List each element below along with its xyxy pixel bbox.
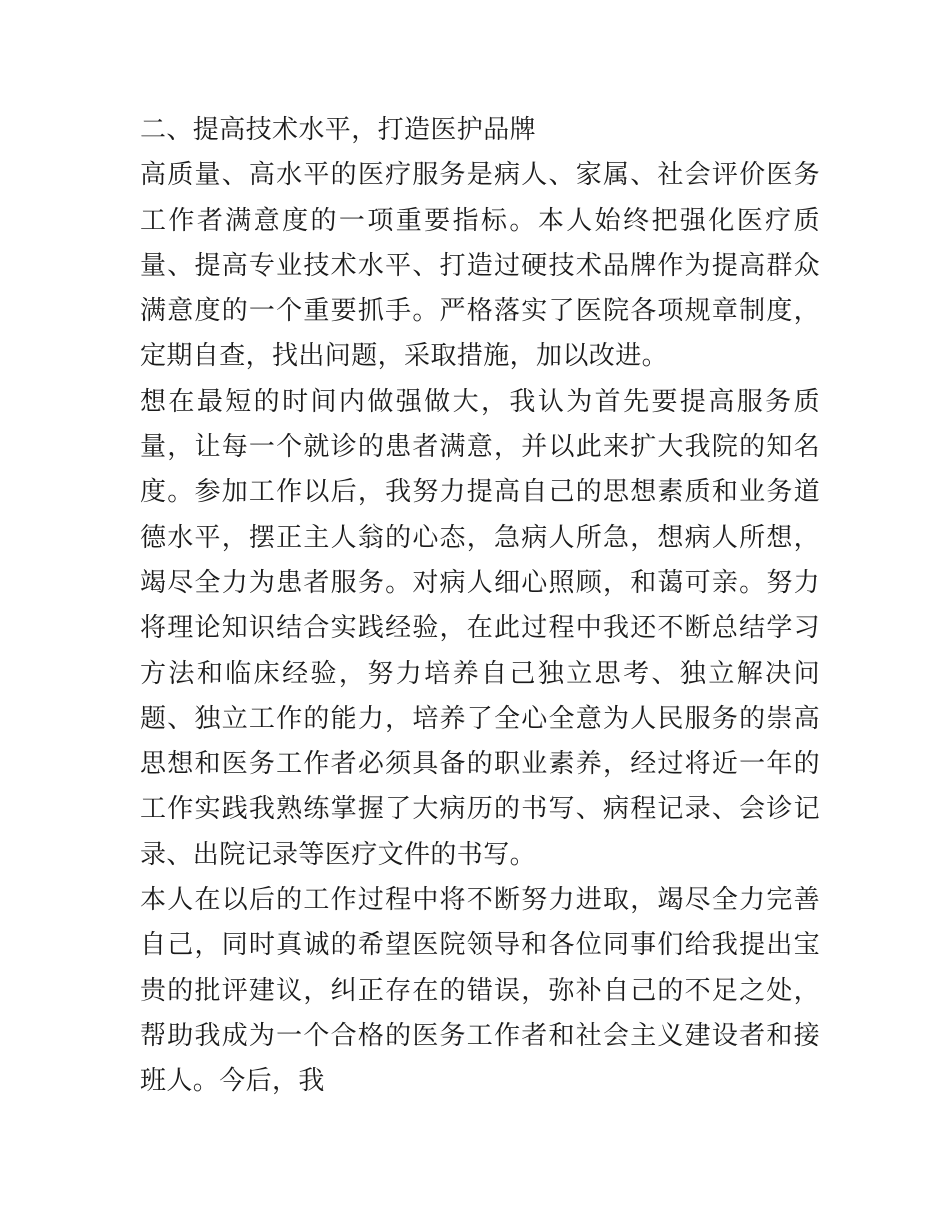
paragraph-service: 想在最短的时间内做强做大，我认为首先要提高服务质量，让每一个就诊的患者满意，并以此来扩大我院的知名度。参加工作以后，我努力提高自己的思想素质和业务道德水平，摆正主人翁的心态，急病人所急，想病人所想，竭尽全力为患者服务。对病人细心照顾，和蔼可亲。努力将理论知识结合实践经验，在此过程中我还不断总结学习方法和临床经验，努力培养自己独立思考、独立解决问题、独立工作的能力，培养了全心全意为人民服务的崇高思想和医务工作者必须具备的职业素养，经过将近一年的工作实践我熟练掌握了大病历的书写、病程记录、会诊记录、出院记录等医疗文件的书写。 [140, 386, 820, 870]
paragraph-quality: 高质量、高水平的医疗服务是病人、家属、社会评价医务工作者满意度的一项重要指标。本人始终把强化医疗质量、提高专业技术水平、打造过硬技术品牌作为提高群众满意度的一个重要抓手。严格落实了医院各项规章制度，定期自查，找出问题，采取措施，加以改进。 [140, 160, 820, 372]
section-heading: 二、提高技术水平，打造医护品牌 [140, 115, 537, 145]
paragraph-future: 本人在以后的工作过程中将不断努力进取，竭尽全力完善自己，同时真诚的希望医院领导和各位同事们给我提出宝贵的批评建议，纠正存在的错误，弥补自己的不足之处，帮助我成为一个合格的医务工作者和社会主义建设者和接班人。今后，我 [140, 885, 820, 1097]
document-body [140, 108, 820, 1105]
